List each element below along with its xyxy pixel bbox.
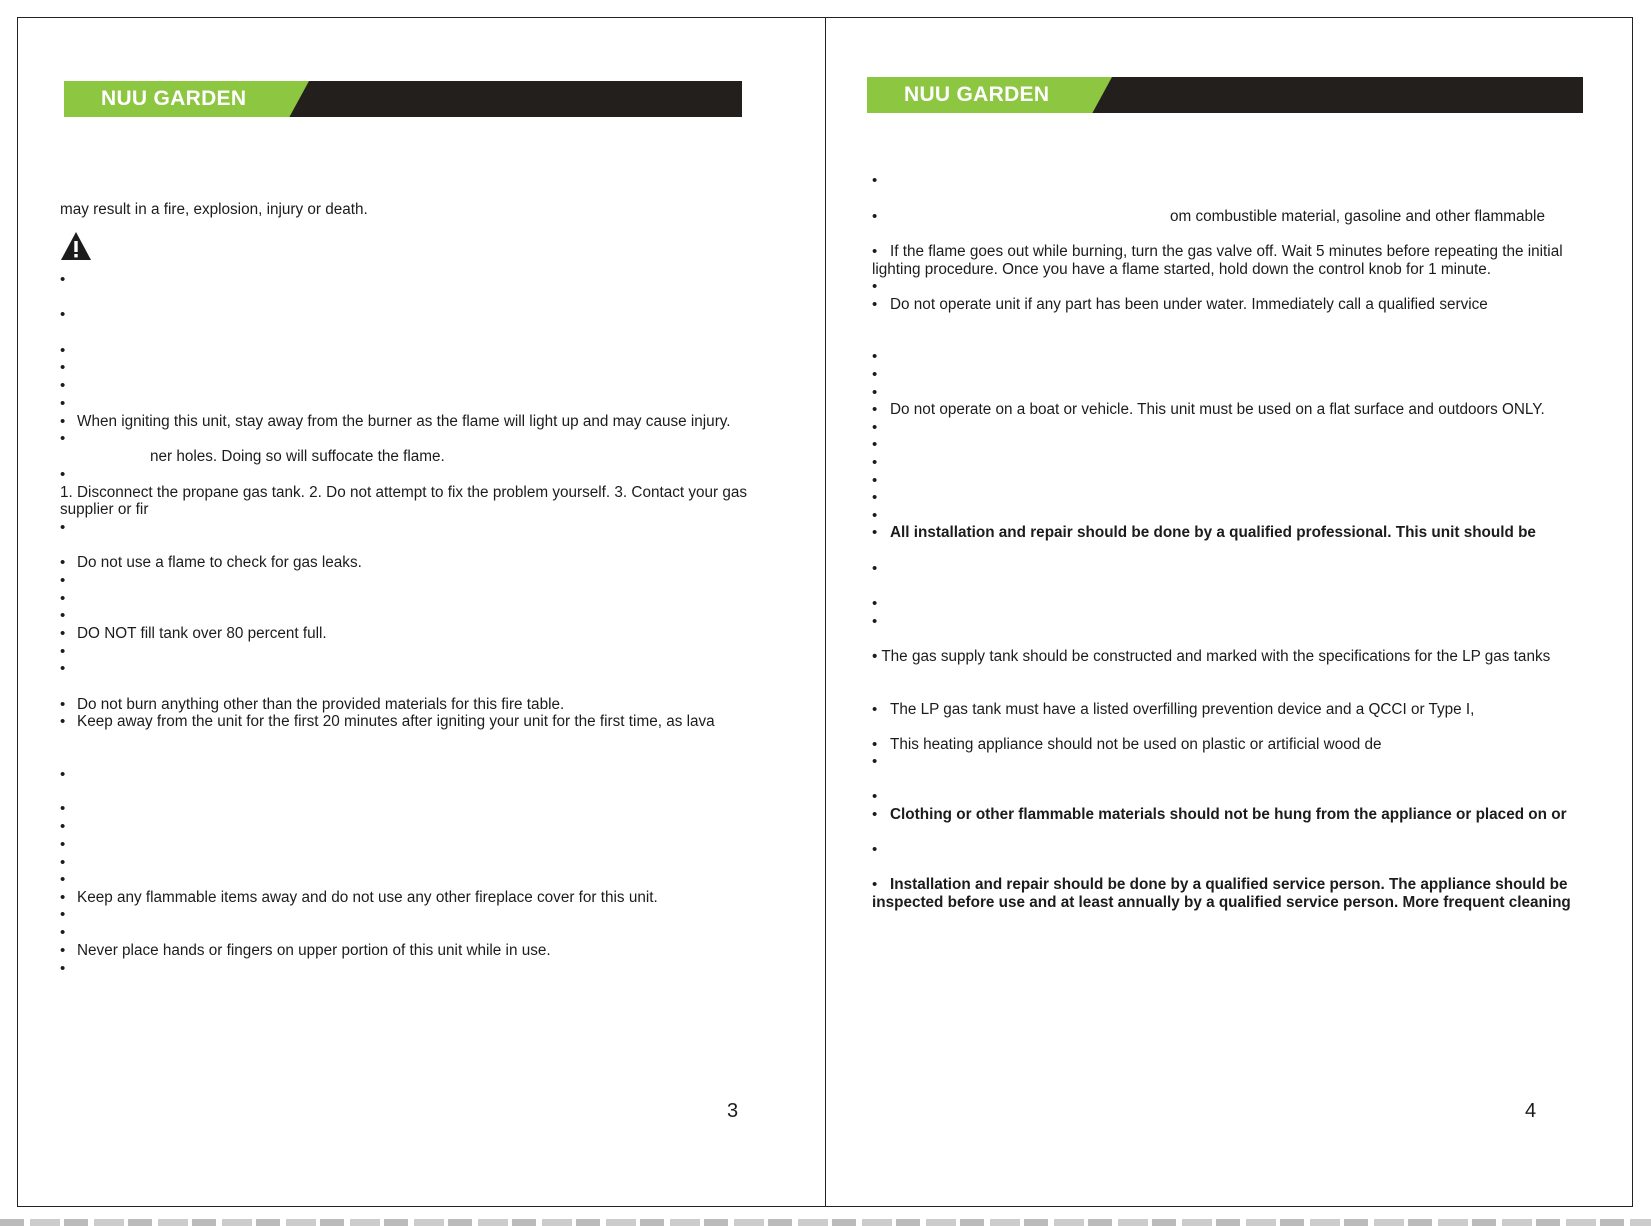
flame-check-text: Do not use a flame to check for gas leaks. — [77, 554, 362, 571]
combustible-text: om combustible material, gasoline and other flammable — [1170, 208, 1545, 225]
bullet: • — [872, 595, 878, 612]
bullet: • — [60, 696, 66, 713]
bullet: • — [60, 800, 66, 817]
bullet: • — [872, 806, 878, 823]
bullet: • — [60, 590, 66, 607]
bullet: • — [872, 296, 878, 313]
bullet: • — [872, 472, 878, 489]
bullet: • — [872, 436, 878, 453]
bullet: • — [60, 519, 66, 536]
burner-holes-text: ner holes. Doing so will suffocate the flame. — [150, 448, 445, 465]
bullet: • — [60, 342, 66, 359]
lp-tank-text: The LP gas tank must have a listed overfilling prevention device and a QCCI or Type I, — [890, 701, 1475, 718]
installation-text: All installation and repair should be done by a qualified professional. This unit should be — [890, 524, 1536, 541]
page-4 — [826, 17, 1633, 1207]
fill-tank-text: DO NOT fill tank over 80 percent full. — [77, 625, 327, 642]
bullet: • — [872, 613, 878, 630]
bullet: • — [60, 889, 66, 906]
bullet: • — [872, 401, 878, 418]
supplier-text: supplier or fir — [60, 501, 149, 518]
bullet: • — [60, 660, 66, 677]
bullet: • — [60, 607, 66, 624]
flammable-items-text: Keep any flammable items away and do not use any other fireplace cover for this unit. — [77, 889, 658, 906]
brand-banner — [64, 81, 742, 117]
bullet: • — [60, 395, 66, 412]
bullet: • — [60, 854, 66, 871]
bullet: • — [872, 243, 878, 260]
scan-footer-strip — [0, 1219, 1651, 1226]
gas-supply-text: • The gas supply tank should be constructed and marked with the specifications for the LP gas tanks — [872, 648, 1551, 665]
bullet: • — [60, 766, 66, 783]
bullet: • — [872, 701, 878, 718]
page-3 — [17, 17, 825, 1207]
bullet: • — [872, 454, 878, 471]
page-number: 4 — [1525, 1100, 1537, 1122]
bullet: • — [60, 643, 66, 660]
bullet: • — [60, 942, 66, 959]
bullet: • — [872, 507, 878, 524]
bullet: • — [60, 871, 66, 888]
flame-out-text: If the flame goes out while burning, turn the gas valve off. Wait 5 minutes before repeating the initial — [890, 243, 1563, 260]
bullet: • — [872, 736, 878, 753]
bullet: • — [872, 788, 878, 805]
bullet: • — [872, 208, 878, 225]
plastic-text: This heating appliance should not be used on plastic or artificial wood de — [890, 736, 1382, 753]
hands-text: Never place hands or fingers on upper portion of this unit while in use. — [77, 942, 551, 959]
bullet: • — [872, 278, 878, 295]
bullet: • — [60, 466, 66, 483]
bullet: • — [60, 818, 66, 835]
bullet: • — [60, 960, 66, 977]
bullet: • — [60, 836, 66, 853]
bullet: • — [872, 384, 878, 401]
bullet: • — [872, 489, 878, 506]
burn-materials-text: Do not burn anything other than the provided materials for this fire table. — [77, 696, 565, 713]
bullet: • — [872, 753, 878, 770]
brand-name: NUU GARDEN — [904, 83, 1050, 106]
bullet: • — [60, 430, 66, 447]
bullet: • — [872, 524, 878, 541]
boat-text: Do not operate on a boat or vehicle. This unit must be used on a flat surface and outdoors ONLY. — [890, 401, 1545, 418]
page-number: 3 — [727, 1100, 739, 1122]
brand-banner — [867, 77, 1583, 113]
bullet: • — [872, 560, 878, 577]
bullet: • — [60, 306, 66, 323]
bullet: • — [60, 906, 66, 923]
bullet: • — [872, 841, 878, 858]
bullet: • — [60, 377, 66, 394]
bullet: • — [872, 172, 878, 189]
bullet: • — [60, 572, 66, 589]
clothing-text: Clothing or other flammable materials should not be hung from the appliance or placed on or — [890, 806, 1567, 823]
bullet: • — [872, 348, 878, 365]
bullet: • — [60, 924, 66, 941]
under-water-text: Do not operate unit if any part has been under water. Immediately call a qualified service — [890, 296, 1488, 313]
bullet: • — [60, 554, 66, 571]
lighting-text: lighting procedure. Once you have a flame started, hold down the control knob for 1 minute. — [872, 261, 1492, 278]
bullet: • — [60, 413, 66, 430]
bullet: • — [872, 366, 878, 383]
bullet: • — [60, 271, 66, 288]
igniting-text: When igniting this unit, stay away from the burner as the flame will light up and may cause injury. — [77, 413, 731, 430]
brand-name: NUU GARDEN — [101, 87, 247, 110]
inspected-text: inspected before use and at least annually by a qualified service person. More frequent cleaning — [872, 894, 1571, 911]
bullet: • — [872, 876, 878, 893]
bullet: • — [60, 359, 66, 376]
intro-text: may result in a fire, explosion, injury or death. — [60, 201, 368, 218]
repair-text: Installation and repair should be done by a qualified service person. The appliance should be — [890, 876, 1568, 893]
bullet: • — [60, 713, 66, 730]
disconnect-text: 1. Disconnect the propane gas tank. 2. Do not attempt to fix the problem yourself. 3. Contact your gas — [60, 484, 748, 501]
warning-triangle-icon — [59, 230, 93, 262]
bullet: • — [60, 625, 66, 642]
keep-away-text: Keep away from the unit for the first 20 minutes after igniting your unit for the first time, as lava — [77, 713, 715, 730]
bullet: • — [872, 419, 878, 436]
